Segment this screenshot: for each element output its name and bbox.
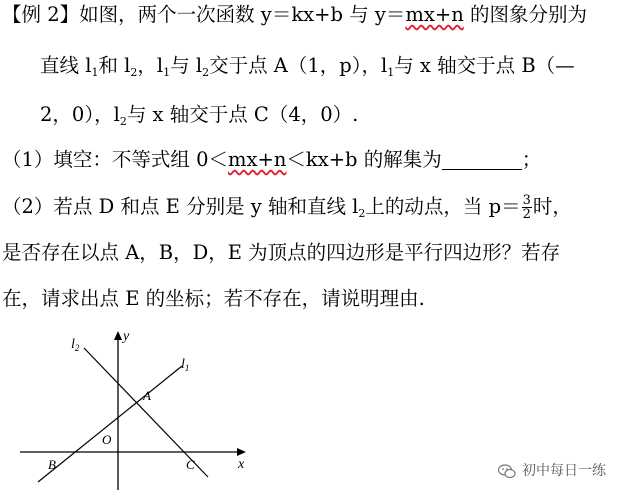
watermark xyxy=(498,460,606,483)
label-l2: $l_2$ xyxy=(71,337,80,353)
wechat-icon xyxy=(498,464,516,483)
question-2-line-3: 在，请求出点 E 的坐标；若不存在，请说明理由. xyxy=(2,287,425,310)
label-C: C xyxy=(186,457,195,472)
question-1: （1）填空：不等式组 0＜mx+n＜kx+b 的解集为 ； xyxy=(2,148,542,171)
label-y: y xyxy=(123,329,130,344)
watermark-text: 初中每日一练 xyxy=(522,463,606,479)
label-A: A xyxy=(143,388,151,403)
line-l1 xyxy=(38,366,182,482)
example-tag: 【例 2】 xyxy=(2,3,80,26)
fraction: $\frac{3}{2}$ xyxy=(522,193,531,222)
wavy-term: mx+n xyxy=(228,148,287,171)
answer-blank xyxy=(442,151,522,170)
problem-line-1: 【例 2】如图，两个一次函数 y＝kx+b 与 y＝mx+n 的图象分别为 xyxy=(2,3,587,26)
label-B: B xyxy=(48,457,56,472)
label-l1: $l_1$ xyxy=(181,357,190,373)
problem-line-3: 2，0），$l_2$与 x 轴交于点 C（4，0）. xyxy=(40,103,359,128)
question-2-line-2: 是否存在以点 A，B，D，E 为顶点的四边形是平行四边形？若存 xyxy=(2,241,561,264)
wavy-term: mx+n xyxy=(405,3,464,26)
x-axis-arrow xyxy=(237,448,246,456)
coordinate-figure xyxy=(0,320,270,497)
y-axis-arrow xyxy=(114,331,122,340)
label-x: x xyxy=(238,457,245,472)
question-2-line-1: （2）若点 D 和点 E 分别是 y 轴和直线 $l_2$上的动点，当 p＝ $\frac{3}{2}$ 时， xyxy=(2,193,572,222)
label-O: O xyxy=(102,432,112,447)
problem-line-2: 直线 $l_1$和 $l_2$，$l_1$与 $l_2$交于点 A（1，p），$l_1$与 x 轴交于点 B（— xyxy=(40,54,575,79)
